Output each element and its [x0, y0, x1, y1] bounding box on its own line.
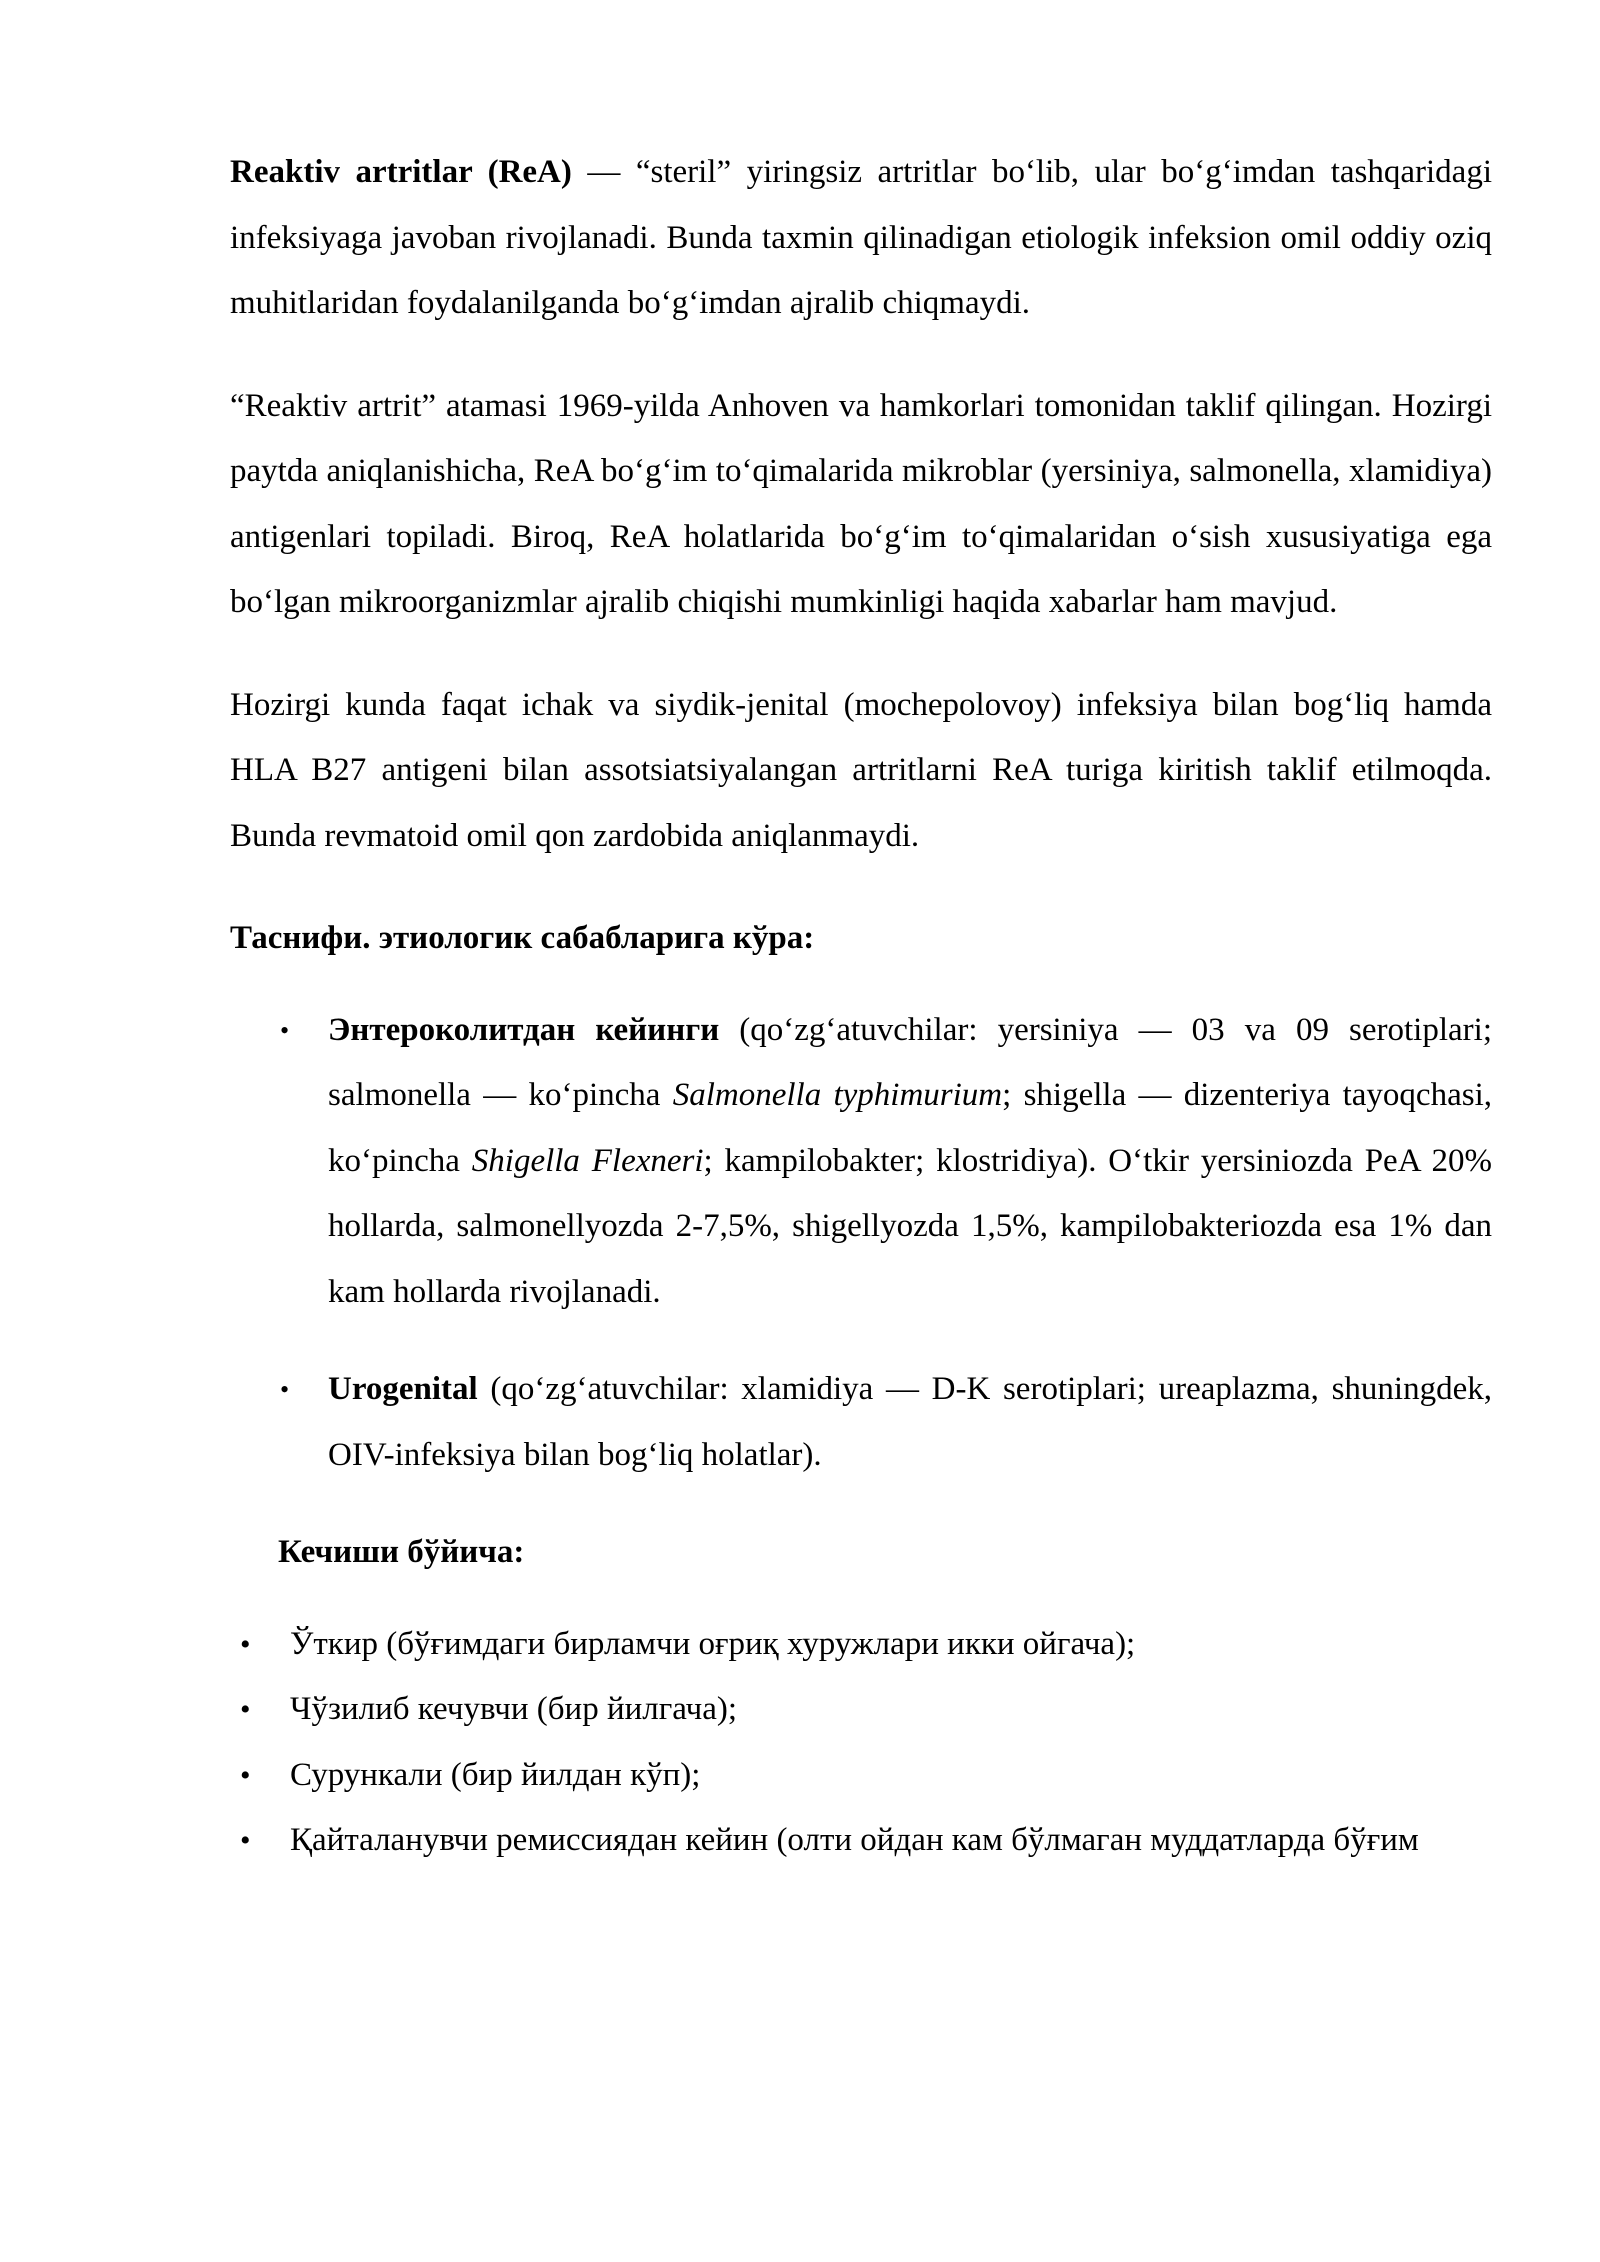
item-text: ; shigella — dizenteriya tayoqchasi, koʻpincha	[328, 1077, 1492, 1179]
list-item	[230, 1808, 1492, 1874]
course-list	[230, 1612, 1492, 1874]
list-item-urogenital	[230, 1357, 1492, 1488]
paragraph-definition	[230, 140, 1492, 337]
item-text: Қайталанувчи ремиссиядан кейин (олти ойдан кам бўлмаган муддатларда бўғим	[290, 1822, 1419, 1858]
term-reactive-arthritis: Reaktiv artritlar (ReA)	[230, 154, 572, 190]
bullet-icon: •	[240, 1693, 251, 1726]
item-text: (qoʻzgʻatuvchilar: xlamidiya — D-K serotiplari; ureaplazma, shuningdek, OIV-infeksiya bilan bogʻliq holatlar).	[328, 1371, 1492, 1473]
classification-heading: Таснифи. этиологик сабабларига кўра:	[230, 920, 815, 956]
item-text: Ўткир (бўғимдаги бирламчи оғриқ хуружлари икки ойгача);	[290, 1625, 1136, 1662]
document-page	[230, 140, 1492, 1874]
list-item	[230, 1677, 1492, 1743]
list-item	[230, 1612, 1492, 1678]
bullet-icon: •	[240, 1627, 251, 1661]
etiology-list	[230, 998, 1492, 1489]
paragraph-current: Hozirgi kunda faqat ichak va siydik-jenital (mochepolovoy) infeksiya bilan bogʻliq hamda HLA B27 antigeni bilan assotsiatsiyalangan artritlarni ReA turiga kiritish taklif etilmoqda. Bunda revmatoid omil qon zardobida aniqlanmaydi.	[230, 686, 1492, 854]
item-text: ; kampilobakter; klostridiya). Oʻtkir yersiniozda PeA 20% hollarda, salmonellyozda 2-7,5%, shigellyozda 1,5%, kampilobakteriozda esa 1% dan kam hollarda rivojlanadi.	[328, 1142, 1493, 1310]
species-name: Salmonella typhimurium	[672, 1077, 1003, 1113]
item-title: Urogenital	[328, 1371, 478, 1407]
bullet-icon: •	[280, 1015, 290, 1045]
item-title: Энтероколитдан кейинги	[328, 1011, 720, 1048]
course-heading: Кечиши бўйича:	[278, 1534, 525, 1570]
item-text: Чўзилиб кечувчи (бир йилгача);	[290, 1691, 738, 1727]
item-text: Сурункали (бир йилдан кўп);	[290, 1756, 701, 1793]
list-item	[230, 1743, 1492, 1809]
item-text: (qoʻzgʻatuvchilar: yersiniya — 03 va 09 serotiplari; salmonella — koʻpincha	[328, 1011, 1492, 1113]
species-name: Shigella Flexneri	[471, 1142, 704, 1179]
paragraph-history: “Reaktiv artrit” atamasi 1969-yilda Anhoven va hamkorlari tomonidan taklif qilingan. Hozirgi paytda aniqlanishicha, ReA boʻgʻim toʻqimalarida mikroblar (yersiniya, salmonella, xlamidiya) antigenlari topiladi. Biroq, ReA holatlarida boʻgʻim toʻqimalaridan oʻsish xususiyatiga ega boʻlgan mikroorganizmlar ajralib chiqishi mumkinligi haqida xabarlar ham mavjud.	[230, 387, 1492, 620]
definition-text: — “steril” yiringsiz artritlar boʻlib, ular boʻgʻimdan tashqaridagi infeksiyaga javoban rivojlanadi. Bunda taxmin qilinadigan etiologik infeksion omil oddiy oziq muhitlaridan foydalanilganda boʻgʻimdan ajralib chiqmaydi.	[230, 154, 1492, 321]
list-item-enterocolitic	[230, 998, 1492, 1326]
bullet-icon: •	[280, 1375, 290, 1404]
bullet-icon: •	[240, 1824, 251, 1857]
bullet-icon: •	[240, 1758, 251, 1792]
